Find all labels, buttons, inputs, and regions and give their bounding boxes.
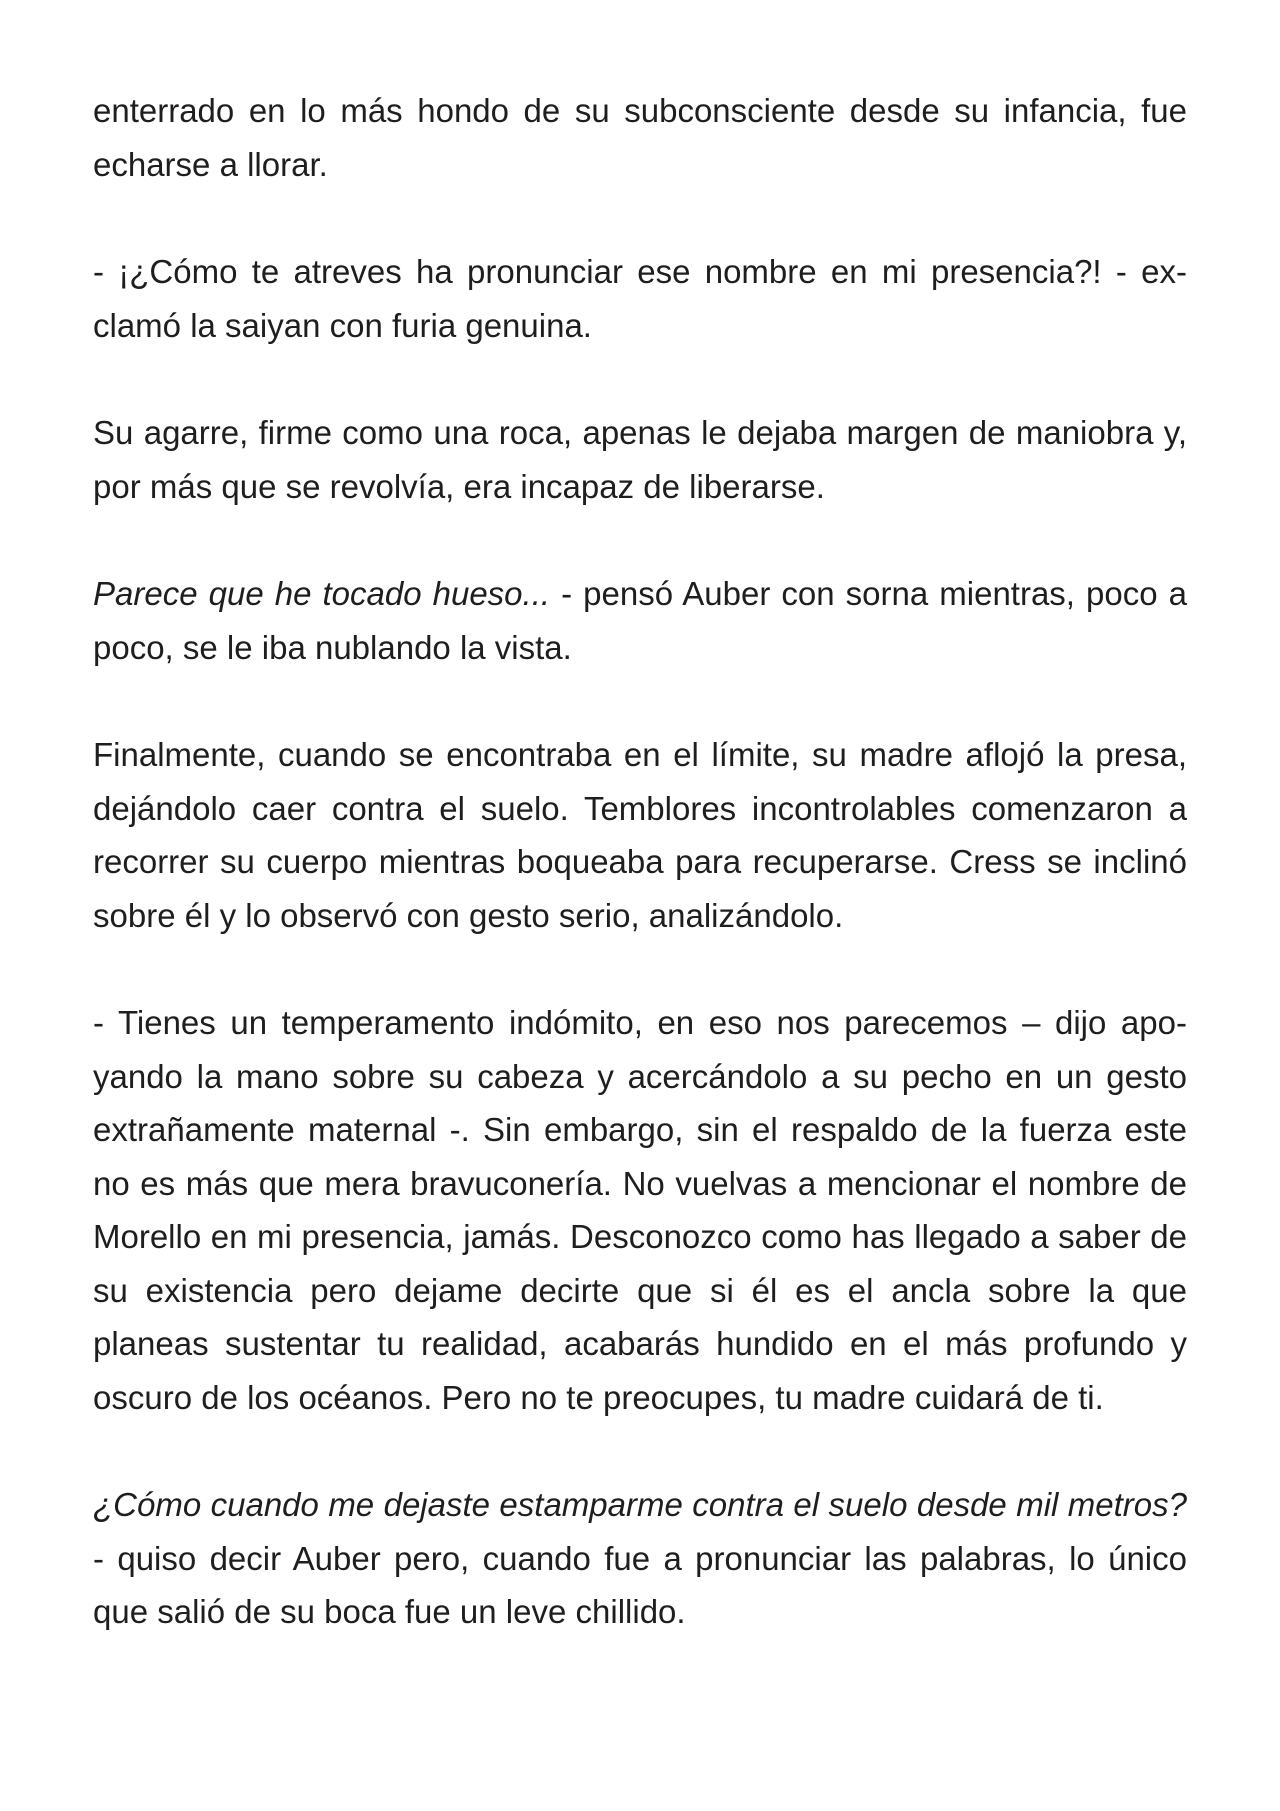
paragraph-1 (93, 84, 1187, 191)
text-run: Su agarre, firme como una roca, apenas le dejaba margen de maniobra y, por más que se revolvía, era incapaz de liberarse. (93, 414, 1187, 505)
text-run: - Tienes un temperamento indómito, en eso nos parecemos – dijo apoyando la mano sobre su cabeza y acercándolo a su pecho en un gesto extrañamente maternal -. Sin embargo, sin el respaldo de la fuerza este no es más que mera bravuconería. No vuelvas a mencionar el nombre de Morello en mi presencia, jamás. Desconozco como has llegado a saber de su existencia pero dejame decirte que si él es el ancla sobre la que planeas sustentar tu realidad, acabarás hundido en el más profundo y oscuro de los océanos. Pero no te preocupes, tu madre cuidará de ti. (93, 1004, 1187, 1416)
paragraph-2 (93, 245, 1187, 352)
italic-text-run: Parece que he tocado hueso... (93, 575, 551, 612)
paragraph-6 (93, 996, 1187, 1424)
text-run: Finalmente, cuando se encontraba en el límite, su madre aflojó la presa, dejándolo caer contra el suelo. Temblores incontrolables comenzaron a recorrer su cuerpo mientras boqueaba para recuperarse. Cress se inclinó sobre él y lo observó con gesto serio, analizándolo. (93, 736, 1187, 934)
text-run: - ¡¿Cómo te atreves ha pronunciar ese nombre en mi presencia?! - exclamó la saiyan con furia genuina. (93, 253, 1187, 344)
text-run: enterrado en lo más hondo de su subconsciente desde su infancia, fue echarse a llorar. (93, 92, 1187, 183)
paragraph-5 (93, 728, 1187, 942)
italic-text-run: ¿Cómo cuando me dejaste estamparme contra el suelo desde mil metros? (93, 1486, 1187, 1523)
document-page (93, 84, 1187, 1639)
paragraph-3 (93, 406, 1187, 513)
text-run: - pensó Auber con sorna mientras, poco a poco, se le iba nublando la vista. (93, 575, 1187, 666)
paragraph-7 (93, 1478, 1187, 1639)
text-run: - quiso decir Auber pero, cuando fue a pronunciar las palabras, lo único que salió de su boca fue un leve chillido. (93, 1539, 1187, 1630)
paragraph-4 (93, 567, 1187, 674)
